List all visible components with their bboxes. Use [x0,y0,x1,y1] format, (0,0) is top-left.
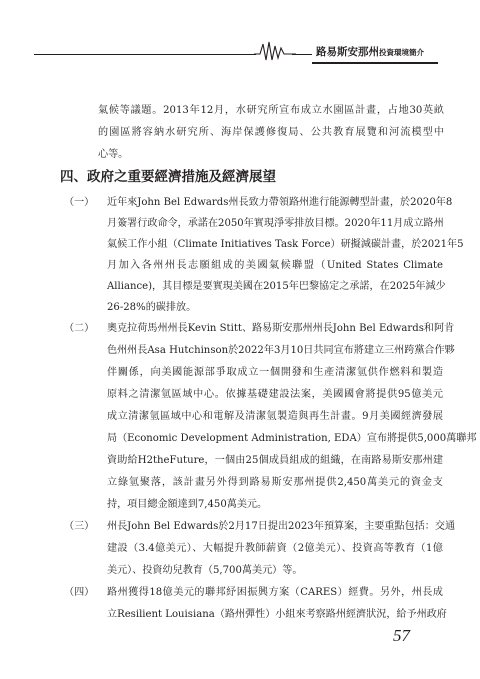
list-marker: （二） [64,323,95,334]
body-line: 資助給H2theFuture，一個由25個成員組成的組織，在南路易斯安那州建 [107,455,443,466]
page-number: 57 [393,626,410,645]
list-marker: （四） [64,587,95,598]
body-line: 持，項目總金額達到7,450萬美元。 [107,499,268,510]
header-title-main: 路易斯安那州 [316,46,379,58]
body-line: 的園區將容納水研究所、海岸保護修復局、公共教育展覽和河流模型中 [98,127,444,138]
header-title-sub: 投資環境簡介 [379,48,424,57]
body-line: 近年來John Bel Edwards州長致力帶領路州進行能源轉型計畫，於2020年8 [107,197,453,208]
body-line: 氣候工作小組（Climate Initiatives Task Force）研擬減碳計畫，於2021年5 [107,239,464,250]
header-rule-left [34,54,256,55]
header-rule-mid [292,54,312,55]
body-line: 路州獲得18億美元的聯邦紓困振興方案（CARES）經費。另外，州長成 [107,587,443,598]
heartbeat-wave-icon [254,38,296,64]
body-line: 原料之清潔氫區域中心。依據基礎建設法案，美國國會將提供95億美元 [107,389,443,400]
body-line: 局（Economic Development Administration, EDA）宣布將提供5,000萬聯邦 [107,433,477,444]
body-line: 成立清潔氫區域中心和電解及清潔氫製造與再生計畫。9月美國經濟發展 [107,411,443,422]
body-line: 立Resilient Louisiana（路州彈性）小組來考察路州經濟狀況，給予州政府 [107,609,447,620]
body-line: 心等。 [98,149,129,160]
body-line: 月加入各州州長志願組成的美國氣候聯盟（United States Climate [107,260,443,271]
body-line: 美元）、投資幼兒教育（5,700萬美元）等。 [107,565,303,576]
list-marker: （一） [64,197,95,208]
body-line: 立綠氫聚落，該計畫另外得到路易斯安那州提供2,450萬美元的資金支 [107,477,443,488]
body-line: 氣候等議題。2013年12月，水研究所宣布成立水園區計畫，占地30英畝 [98,105,444,116]
body-line: 州長John Bel Edwards於2月17日提出2023年預算案，主要重點包括：交通 [107,521,456,532]
list-marker: （三） [64,521,95,532]
header-title [316,44,424,60]
body-line: Alliance)，其目標是要實現美國在2015年巴黎協定之承諾，在2025年減少 [107,281,446,292]
section-heading: 四、政府之重要經濟措施及經濟展望 [60,169,276,185]
body-line: 伴關係，向美國能源部爭取成立一個開發和生產清潔氫供作燃料和製造 [107,367,443,378]
body-line: 26-28%的碳排放。 [107,302,197,313]
body-line: 月簽署行政命令，承諾在2050年實現淨零排放目標。2020年11月成立路州 [107,218,444,229]
body-line: 奧克拉荷馬州州長Kevin Stitt、路易斯安那州州長John Bel Edwards和阿肯 [107,323,455,334]
body-line: 建設（3.4億美元）、大幅提升教師薪資（2億美元）、投資高等教育（1億 [107,543,443,554]
body-line: 色州州長Asa Hutchinson於2022年3月10日共同宣布將建立三州跨黨合作夥 [107,345,455,356]
